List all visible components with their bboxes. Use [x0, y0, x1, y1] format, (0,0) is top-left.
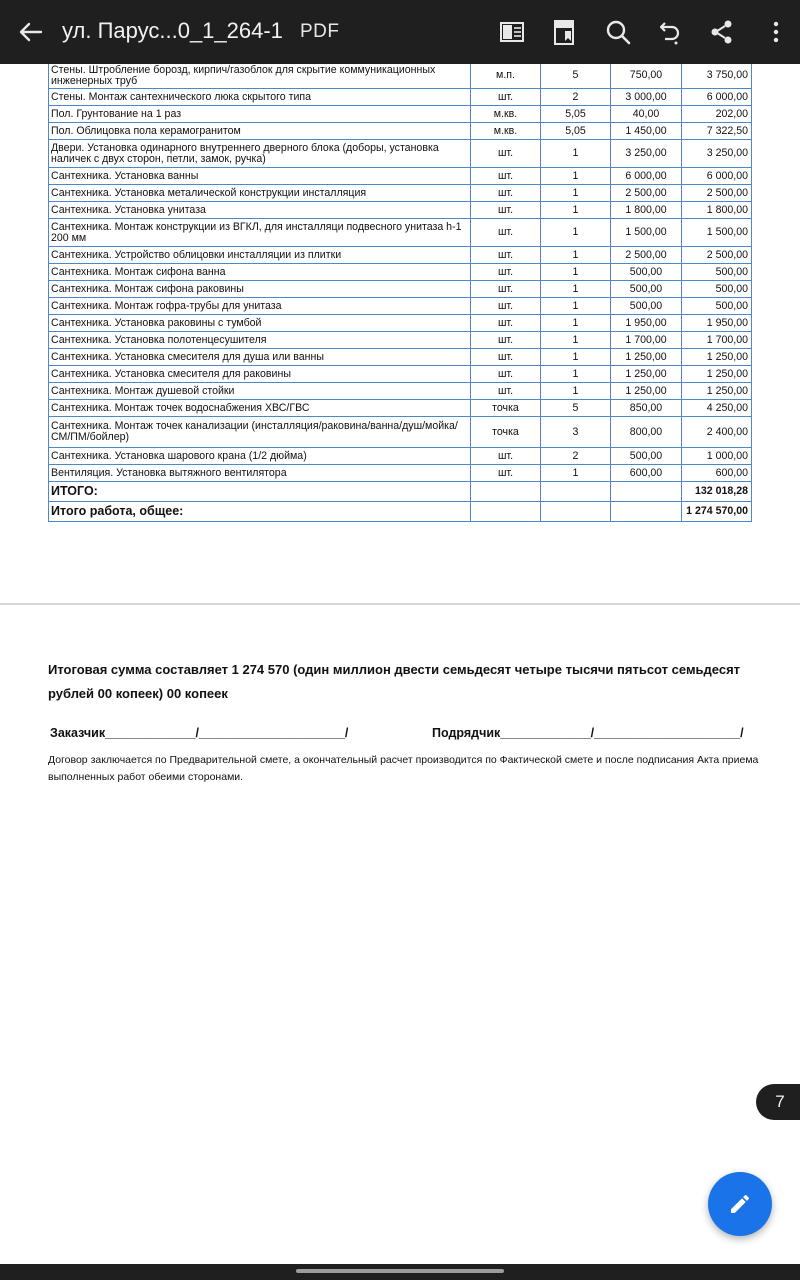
contractor-signature-line: Подрядчик_____________/_____________________/	[432, 726, 744, 740]
work-name-cell: Сантехника. Монтаж точек водоснабжения ХВС/ГВС	[49, 400, 471, 417]
work-name-cell: Сантехника. Установка металической конструкции инсталляция	[49, 185, 471, 202]
sum-cell: 1 250,00	[682, 366, 752, 383]
work-name-cell: Пол. Облицовка пола керамогранитом	[49, 123, 471, 140]
sum-cell: 7 322,50	[682, 123, 752, 140]
reading-mode-icon[interactable]	[496, 16, 528, 48]
price-cell: 1 700,00	[611, 332, 682, 349]
unit-cell: шт.	[471, 219, 541, 247]
edit-pencil-icon	[728, 1192, 752, 1216]
table-row	[49, 349, 752, 366]
price-cell: 800,00	[611, 417, 682, 448]
unit-cell: шт.	[471, 168, 541, 185]
table-row	[49, 281, 752, 298]
sum-cell: 3 750,00	[682, 63, 752, 89]
work-name-cell: Сантехника. Установка шарового крана (1/2 дюйма)	[49, 448, 471, 465]
sum-cell: 1 250,00	[682, 349, 752, 366]
estimate-table	[48, 48, 752, 522]
price-cell: 1 500,00	[611, 219, 682, 247]
table-row	[49, 465, 752, 482]
sum-cell: 2 500,00	[682, 247, 752, 264]
price-cell: 3 250,00	[611, 140, 682, 168]
total-label: ИТОГО:	[49, 482, 471, 502]
quantity-cell: 5,05	[541, 123, 611, 140]
quantity-cell: 1	[541, 202, 611, 219]
grand-total-value: 1 274 570,00	[682, 502, 752, 522]
table-row	[49, 247, 752, 264]
undo-icon[interactable]	[652, 16, 684, 48]
work-name-cell: Сантехника. Установка полотенцесушителя	[49, 332, 471, 349]
unit-cell: шт.	[471, 315, 541, 332]
unit-cell: шт.	[471, 349, 541, 366]
sum-cell: 2 500,00	[682, 185, 752, 202]
quantity-cell: 1	[541, 298, 611, 315]
price-cell: 1 250,00	[611, 366, 682, 383]
back-arrow-icon[interactable]	[14, 16, 48, 48]
work-name-cell: Сантехника. Монтаж сифона ванна	[49, 264, 471, 281]
price-cell: 40,00	[611, 106, 682, 123]
unit-cell: точка	[471, 400, 541, 417]
search-icon[interactable]	[602, 16, 634, 48]
work-name-cell: Сантехника. Установка смесителя для душа или ванны	[49, 349, 471, 366]
quantity-cell: 1	[541, 168, 611, 185]
table-row	[49, 168, 752, 185]
work-name-cell: Сантехника. Устройство облицовки инсталляции из плитки	[49, 247, 471, 264]
work-name-cell: Стены. Штробление борозд, кирпич/газоблок для скрытие коммуникационных инженерных труб	[49, 63, 471, 89]
sum-cell: 6 000,00	[682, 89, 752, 106]
quantity-cell: 1	[541, 366, 611, 383]
unit-cell: шт.	[471, 140, 541, 168]
total-row	[49, 482, 752, 502]
work-name-cell: Сантехника. Установка ванны	[49, 168, 471, 185]
table-row	[49, 140, 752, 168]
quantity-cell: 5	[541, 400, 611, 417]
price-cell: 2 500,00	[611, 247, 682, 264]
price-cell: 1 450,00	[611, 123, 682, 140]
sum-cell: 1 500,00	[682, 219, 752, 247]
summary-text: Итоговая сумма составляет 1 274 570 (один миллион двести семьдесят четыре тысячи пятьсот семьдесят рублей 00 копеек) 00 копеек	[48, 662, 741, 701]
quantity-cell: 1	[541, 465, 611, 482]
table-row	[49, 332, 752, 349]
table-row	[49, 400, 752, 417]
sum-cell: 600,00	[682, 465, 752, 482]
price-cell: 1 250,00	[611, 383, 682, 400]
document-title: ул. Парус...0_1_264-1	[62, 18, 283, 43]
price-cell: 500,00	[611, 448, 682, 465]
unit-cell: м.кв.	[471, 106, 541, 123]
sum-cell: 3 250,00	[682, 140, 752, 168]
home-gesture-handle[interactable]	[296, 1269, 504, 1273]
customer-signature-line: Заказчик_____________/_____________________/	[50, 726, 349, 740]
unit-cell: шт.	[471, 202, 541, 219]
work-name-cell: Сантехника. Монтаж душевой стойки	[49, 383, 471, 400]
price-cell: 6 000,00	[611, 168, 682, 185]
unit-cell: шт.	[471, 298, 541, 315]
quantity-cell: 1	[541, 219, 611, 247]
quantity-cell: 1	[541, 332, 611, 349]
file-format-label: PDF	[300, 21, 340, 42]
unit-cell: шт.	[471, 264, 541, 281]
work-name-cell: Сантехника. Монтаж конструкции из ВГКЛ, для инсталляци подвесного унитаза h-1 200 мм	[49, 219, 471, 247]
page-divider	[0, 603, 800, 605]
price-cell: 500,00	[611, 298, 682, 315]
price-cell: 2 500,00	[611, 185, 682, 202]
table-row	[49, 298, 752, 315]
contract-note: Договор заключается по Предварительной смете, а окончательный расчет производится по Фактической смете и после подписания Акта приема выполненных работ обеими сторонами.	[48, 754, 759, 783]
quantity-cell: 1	[541, 247, 611, 264]
work-name-cell: Двери. Установка одинарного внутреннего дверного блока (доборы, установка наличек с двух сторон, петли, замок, ручка)	[49, 140, 471, 168]
quantity-cell: 2	[541, 448, 611, 465]
quantity-cell: 1	[541, 349, 611, 366]
total-value: 132 018,28	[682, 482, 752, 502]
quantity-cell: 3	[541, 417, 611, 448]
table-row	[49, 366, 752, 383]
page-number-badge: 7	[756, 1084, 800, 1120]
quantity-cell: 1	[541, 315, 611, 332]
price-cell: 750,00	[611, 63, 682, 89]
price-cell: 850,00	[611, 400, 682, 417]
unit-cell: м.п.	[471, 63, 541, 89]
sum-cell: 1 250,00	[682, 383, 752, 400]
work-name-cell: Сантехника. Установка унитаза	[49, 202, 471, 219]
unit-cell: шт.	[471, 247, 541, 264]
quantity-cell: 5	[541, 63, 611, 89]
table-row	[49, 185, 752, 202]
unit-cell: шт.	[471, 448, 541, 465]
system-nav-bar	[0, 1264, 800, 1280]
work-name-cell: Сантехника. Монтаж гофра-трубы для унитаза	[49, 298, 471, 315]
table-row	[49, 219, 752, 247]
quantity-cell: 1	[541, 140, 611, 168]
share-icon[interactable]	[706, 16, 738, 48]
table-row	[49, 106, 752, 123]
grand-total-row	[49, 502, 752, 522]
table-row	[49, 63, 752, 89]
grand-total-label: Итого работа, общее:	[49, 502, 471, 522]
unit-cell: шт.	[471, 89, 541, 106]
price-cell: 1 800,00	[611, 202, 682, 219]
sum-cell: 1 800,00	[682, 202, 752, 219]
work-name-cell: Сантехника. Установка смесителя для раковины	[49, 366, 471, 383]
table-row	[49, 315, 752, 332]
price-cell: 500,00	[611, 281, 682, 298]
bookmark-icon[interactable]	[548, 16, 580, 48]
table-row	[49, 264, 752, 281]
sum-cell: 1 000,00	[682, 448, 752, 465]
table-row	[49, 383, 752, 400]
unit-cell: шт.	[471, 332, 541, 349]
work-name-cell: Сантехника. Установка раковины с тумбой	[49, 315, 471, 332]
table-row	[49, 123, 752, 140]
unit-cell: шт.	[471, 281, 541, 298]
work-name-cell: Сантехника. Монтаж точек канализации (инсталляция/раковина/ванна/душ/мойка/СМ/ПМ/бойлер)	[49, 417, 471, 448]
unit-cell: шт.	[471, 185, 541, 202]
quantity-cell: 2	[541, 89, 611, 106]
app-bar	[0, 0, 800, 64]
quantity-cell: 5,05	[541, 106, 611, 123]
unit-cell: м.кв.	[471, 123, 541, 140]
work-name-cell: Пол. Грунтование на 1 раз	[49, 106, 471, 123]
price-cell: 600,00	[611, 465, 682, 482]
price-cell: 1 250,00	[611, 349, 682, 366]
unit-cell: шт.	[471, 383, 541, 400]
sum-cell: 2 400,00	[682, 417, 752, 448]
quantity-cell: 1	[541, 383, 611, 400]
sum-cell: 4 250,00	[682, 400, 752, 417]
work-name-cell: Стены. Монтаж сантехнического люка скрытого типа	[49, 89, 471, 106]
sum-cell: 500,00	[682, 264, 752, 281]
quantity-cell: 1	[541, 185, 611, 202]
edit-button[interactable]	[708, 1172, 772, 1236]
table-row	[49, 89, 752, 106]
unit-cell: точка	[471, 417, 541, 448]
pdf-page-view[interactable]	[0, 64, 800, 1264]
quantity-cell: 1	[541, 281, 611, 298]
sum-cell: 6 000,00	[682, 168, 752, 185]
work-name-cell: Вентиляция. Установка вытяжного вентилятора	[49, 465, 471, 482]
sum-cell: 202,00	[682, 106, 752, 123]
price-cell: 1 950,00	[611, 315, 682, 332]
sum-cell: 500,00	[682, 281, 752, 298]
unit-cell: шт.	[471, 465, 541, 482]
work-name-cell: Сантехника. Монтаж сифона раковины	[49, 281, 471, 298]
sum-cell: 1 700,00	[682, 332, 752, 349]
more-vert-icon[interactable]	[760, 16, 792, 48]
price-cell: 3 000,00	[611, 89, 682, 106]
table-row	[49, 417, 752, 448]
unit-cell: шт.	[471, 366, 541, 383]
sum-cell: 500,00	[682, 298, 752, 315]
table-row	[49, 448, 752, 465]
sum-cell: 1 950,00	[682, 315, 752, 332]
price-cell: 500,00	[611, 264, 682, 281]
quantity-cell: 1	[541, 264, 611, 281]
table-row	[49, 202, 752, 219]
